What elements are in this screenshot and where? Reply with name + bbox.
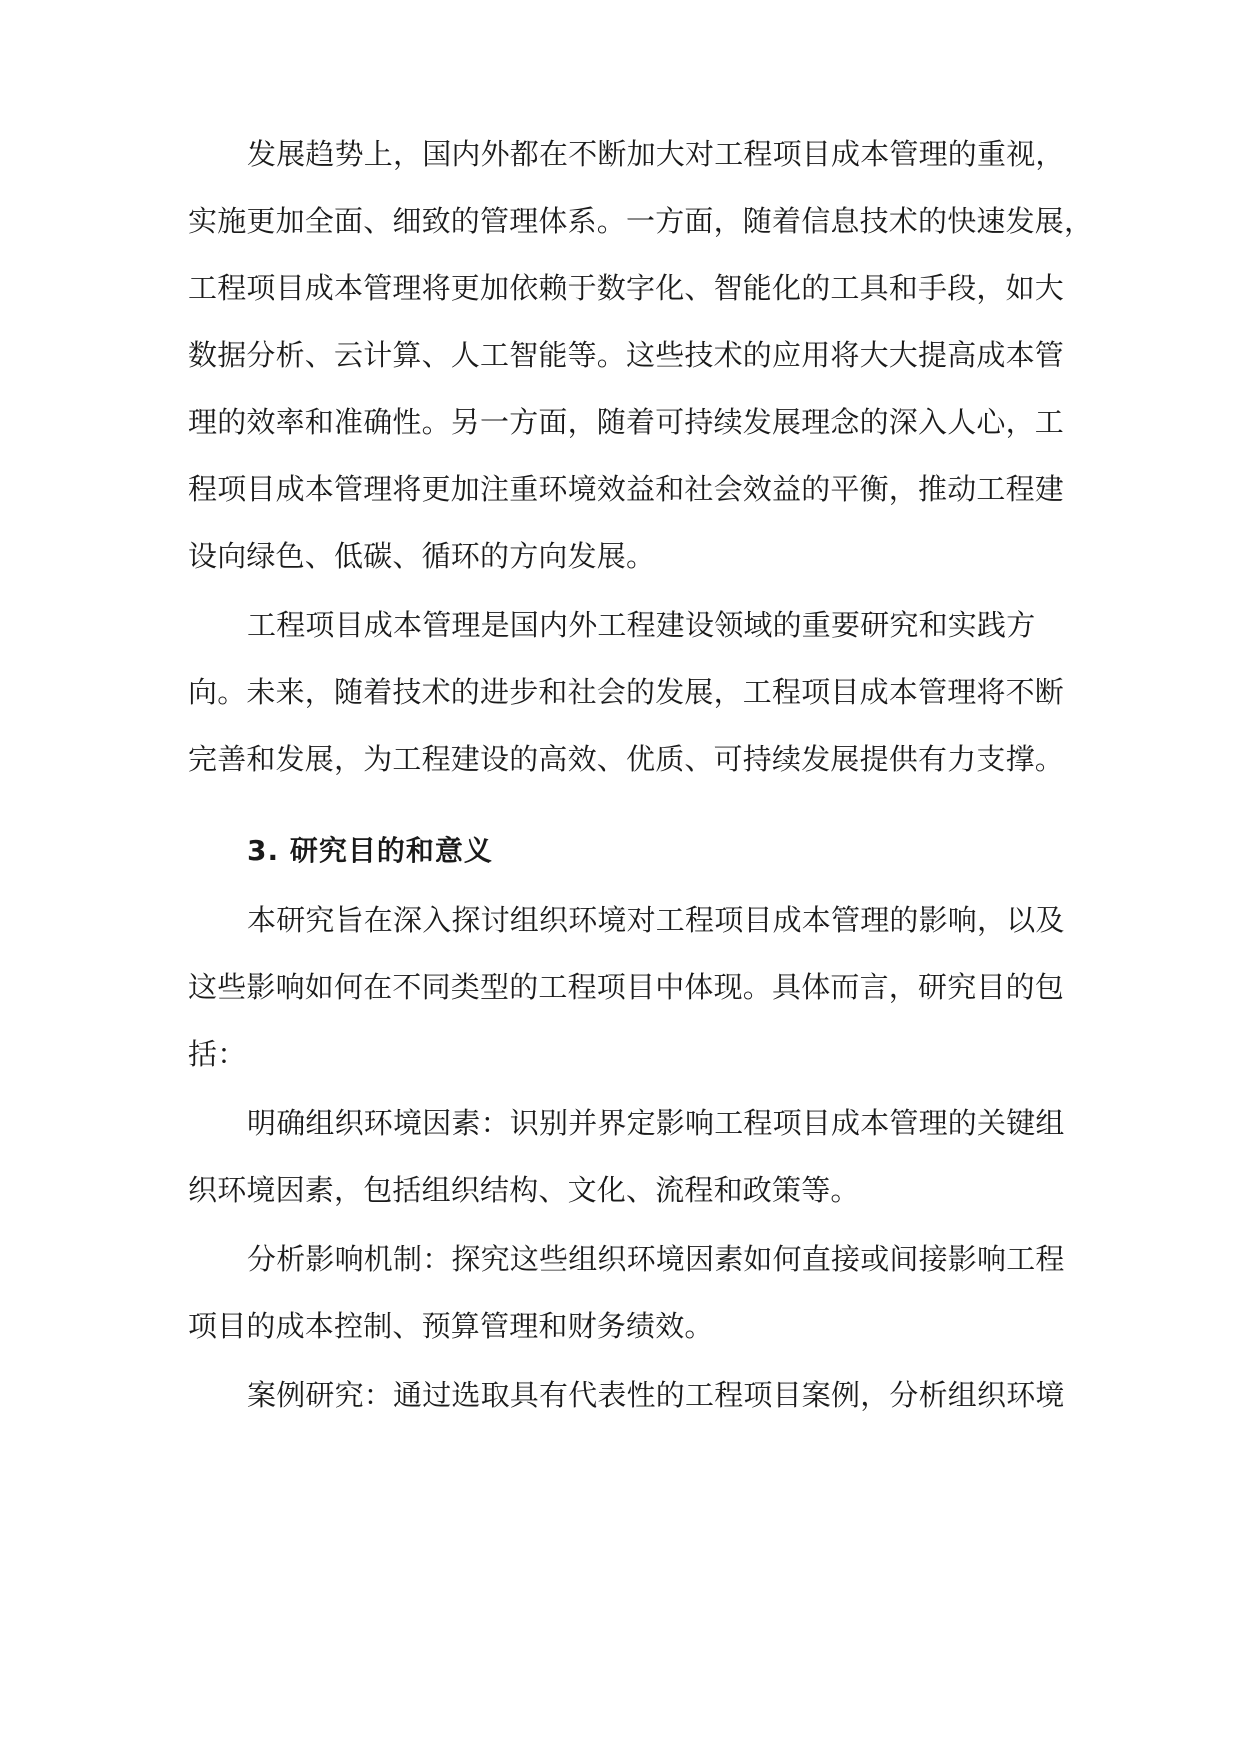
paragraph-line: 本研究旨在深入探讨组织环境对工程项目成本管理的影响，以及 — [247, 903, 1065, 937]
paragraph-line: 工程项目成本管理是国内外工程建设领域的重要研究和实践方 — [247, 608, 1036, 642]
paragraph-line: 完善和发展，为工程建设的高效、优质、可持续发展提供有力支撑。 — [188, 742, 1065, 776]
paragraph-line: 发展趋势上，国内外都在不断加大对工程项目成本管理的重视， — [247, 137, 1065, 171]
paragraph-line: 案例研究：通过选取具有代表性的工程项目案例，分析组织环境 — [247, 1378, 1065, 1412]
paragraph-line: 实施更加全面、细致的管理体系。一方面，随着信息技术的快速发展， — [188, 204, 1094, 238]
paragraph-line: 数据分析、云计算、人工智能等。这些技术的应用将大大提高成本管 — [188, 338, 1065, 372]
paragraph-line: 设向绿色、低碳、循环的方向发展。 — [188, 539, 656, 573]
paragraph-line: 这些影响如何在不同类型的工程项目中体现。具体而言，研究目的包 — [188, 970, 1065, 1004]
section-heading: 3. 研究目的和意义 — [247, 834, 493, 867]
paragraph-line: 分析影响机制：探究这些组织环境因素如何直接或间接影响工程 — [247, 1242, 1065, 1276]
paragraph-line: 明确组织环境因素：识别并界定影响工程项目成本管理的关键组 — [247, 1106, 1065, 1140]
paragraph-line: 向。未来，随着技术的进步和社会的发展，工程项目成本管理将不断 — [188, 675, 1065, 709]
paragraph-line: 括： — [188, 1037, 247, 1071]
paragraph-line: 程项目成本管理将更加注重环境效益和社会效益的平衡，推动工程建 — [188, 472, 1065, 506]
paragraph-line: 织环境因素，包括组织结构、文化、流程和政策等。 — [188, 1173, 860, 1207]
paragraph-line: 工程项目成本管理将更加依赖于数字化、智能化的工具和手段，如大 — [188, 271, 1065, 305]
paragraph-line: 项目的成本控制、预算管理和财务绩效。 — [188, 1309, 714, 1343]
paragraph-line: 理的效率和准确性。另一方面，随着可持续发展理念的深入人心，工 — [188, 405, 1065, 439]
